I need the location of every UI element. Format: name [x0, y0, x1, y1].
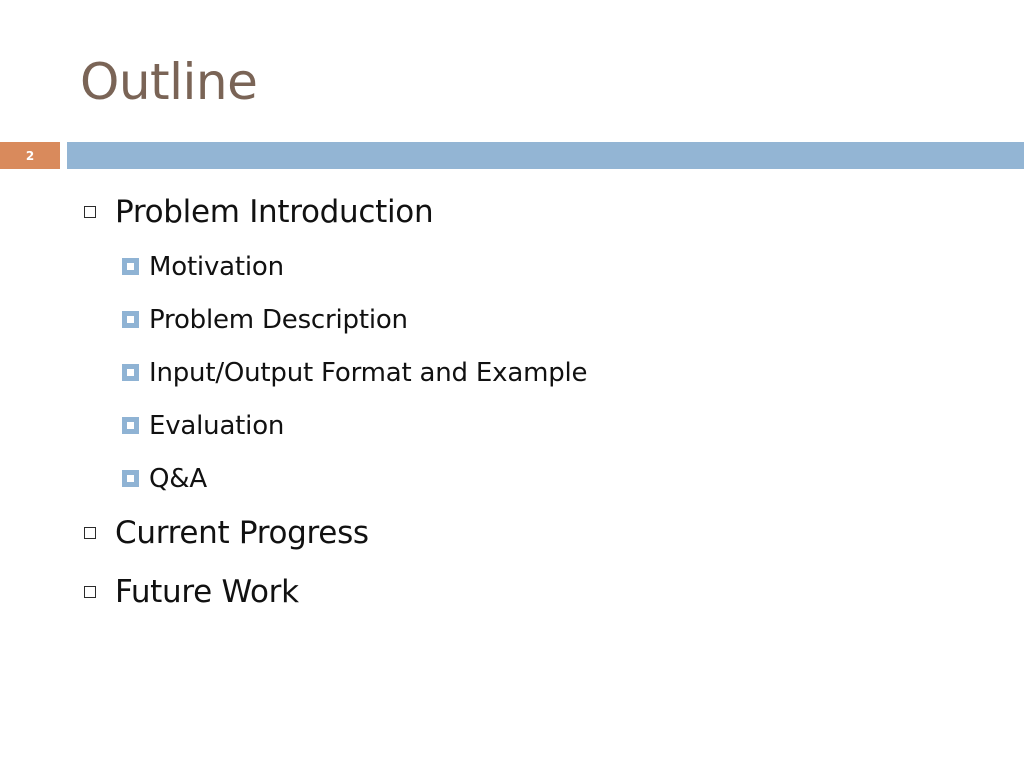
outline-subitem-label: Q&A	[149, 463, 207, 494]
filled-square-bullet-icon	[122, 311, 139, 328]
outline-item-label: Current Progress	[115, 515, 369, 551]
outline-item-problem-introduction	[80, 190, 980, 234]
hollow-square-icon	[84, 206, 96, 218]
outline-item-future-work	[80, 569, 980, 615]
page-number: 2	[0, 142, 60, 169]
outline-subitem-label: Motivation	[149, 251, 284, 282]
outline-sublist	[122, 240, 980, 505]
filled-square-bullet-icon	[122, 470, 139, 487]
outline-subitem-qa	[122, 452, 980, 505]
outline-subitem-problem-description	[122, 293, 980, 346]
outline-subitem-label: Input/Output Format and Example	[149, 357, 588, 388]
filled-square-bullet-icon	[122, 417, 139, 434]
outline-subitem-input-output-format	[122, 346, 980, 399]
outline-subitem-label: Evaluation	[149, 410, 285, 441]
title-rule-bar	[67, 142, 1024, 169]
slide-title: Outline	[80, 53, 258, 111]
filled-square-bullet-icon	[122, 258, 139, 275]
outline-item-label: Future Work	[115, 574, 299, 610]
outline-subitem-label: Problem Description	[149, 304, 408, 335]
filled-square-bullet-icon	[122, 364, 139, 381]
hollow-square-icon	[84, 586, 96, 598]
outline-subitem-motivation	[122, 240, 980, 293]
outline-list	[80, 190, 980, 615]
outline-item-label: Problem Introduction	[115, 194, 434, 230]
outline-subitem-evaluation	[122, 399, 980, 452]
outline-item-current-progress	[80, 511, 980, 555]
hollow-square-icon	[84, 527, 96, 539]
